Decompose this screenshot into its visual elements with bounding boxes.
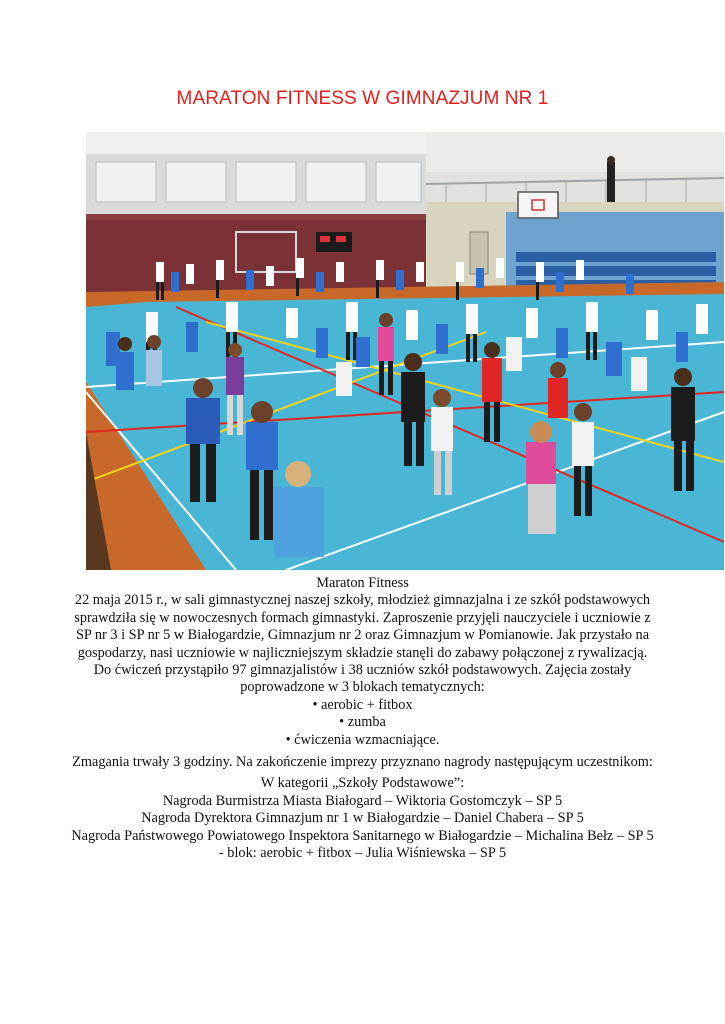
article-summary: Zmagania trwały 3 godziny. Na zakończenie imprezy przyznano nagrody następującym uczestnikom:: [72, 754, 653, 771]
sports-hall-photo: [86, 132, 724, 570]
article-participants: Do ćwiczeń przystąpiło 97 gimnazjalistów i 38 uczniów szkół podstawowych. Zajęcia zostały poprowadzone w 3 blokach tematycznych:: [93, 662, 632, 696]
block-item: • ćwiczenia wzmacniające.: [285, 731, 440, 748]
article-text: [70, 575, 655, 863]
block-item: • aerobic + fitbox: [312, 696, 413, 713]
award-item: Nagroda Burmistrza Miasta Białogard – Wiktoria Gostomczyk – SP 5: [162, 792, 563, 809]
award-item: Nagroda Państwowego Powiatowego Inspektora Sanitarnego w Białogardzie – Michalina Bełz – SP 5: [71, 827, 654, 844]
block-item: • zumba: [339, 714, 386, 731]
article-intro: 22 maja 2015 r., w sali gimnastycznej naszej szkoły, młodzież gimnazjalna i ze szkół podstawowych sprawdziła się w nowoczesnych formach gimnastyki. Zaproszenie przyjęli nauczyciele i uczniowie z SP nr 3 i SP nr 5 w Białogardzie, Gimnazjum nr 2 oraz Gimnazjum w Pomianowie. Jak przystało na gospodarzy, nasi uczniowie w najliczniejszym składzie stanęli do zabawy połączonej z rywalizacją.: [74, 592, 651, 661]
article-heading: Maraton Fitness: [316, 575, 409, 591]
page-title: MARATON FITNESS W GIMNAZJUM NR 1: [176, 88, 549, 109]
award-item: - blok: aerobic + fitbox – Julia Wiśniewska – SP 5: [218, 845, 507, 862]
award-item: Nagroda Dyrektora Gimnazjum nr 1 w Białogardzie – Daniel Chabera – SP 5: [141, 810, 584, 827]
award-category: W kategorii „Szkoły Podstawowe”:: [260, 775, 465, 792]
